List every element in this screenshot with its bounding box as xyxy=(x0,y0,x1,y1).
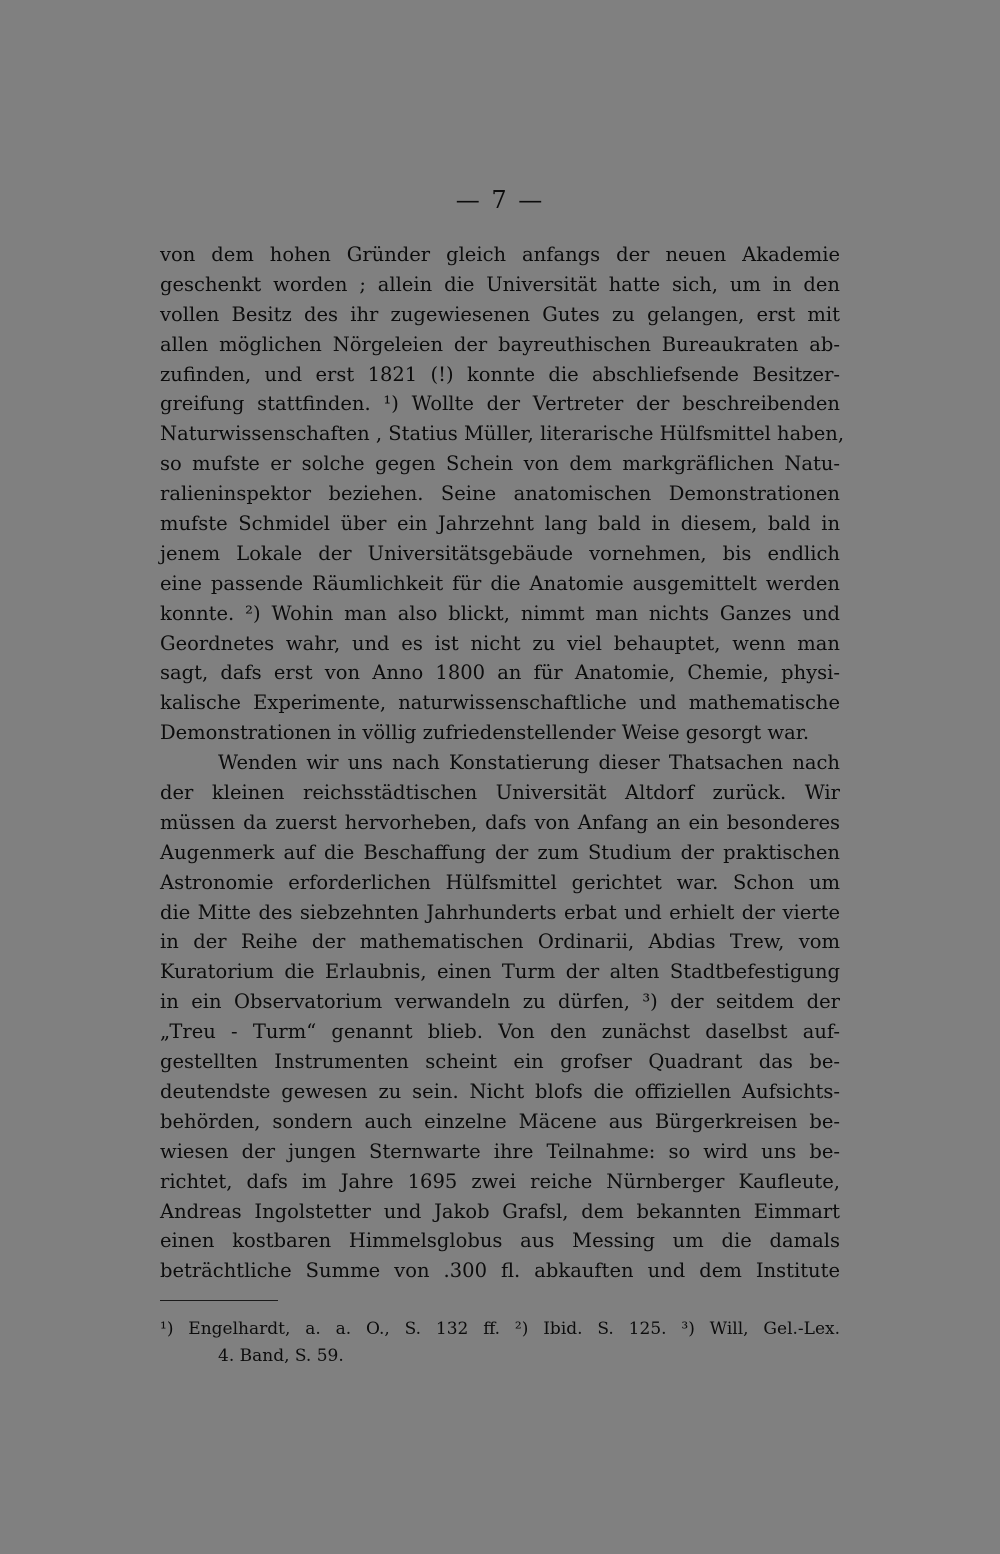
text-line: die Mitte des siebzehnten Jahrhunderts erbat und erhielt der vierte xyxy=(160,900,840,924)
text-line: einen kostbaren Himmelsglobus aus Messing um die damals xyxy=(160,1229,840,1253)
text-line: mufste Schmidel über ein Jahrzehnt lang bald in diesem, bald in xyxy=(160,512,840,536)
text-line: von dem hohen Gründer gleich anfangs der neuen Akademie xyxy=(160,243,840,266)
footnote-line: 4. Band, S. 59. xyxy=(218,1346,344,1366)
text-line: sagt, dafs erst von Anno 1800 an für Anatomie, Chemie, physi- xyxy=(160,661,840,685)
text-line: in der Reihe der mathematischen Ordinarii, Abdias Trew, vom xyxy=(160,930,840,954)
text-line: „Treu - Turm“ genannt blieb. Von den zunächst daselbst auf- xyxy=(160,1020,840,1044)
text-line: behörden, sondern auch einzelne Mäcene aus Bürgerkreisen be- xyxy=(160,1109,840,1133)
text-line: müssen da zuerst hervorheben, dafs von Anfang an ein besonderes xyxy=(160,810,840,834)
text-line: greifung stattfinden. ¹) Wollte der Vertreter der beschreibenden xyxy=(160,392,840,416)
text-line: geschenkt worden ; allein die Universität hatte sich, um in den xyxy=(160,272,840,296)
text-line: zufinden, und erst 1821 (!) konnte die abschliefsende Besitzer- xyxy=(160,362,840,386)
text-line: so mufste er solche gegen Schein von dem markgräflichen Natu- xyxy=(160,452,840,476)
text-line: richtet, dafs im Jahre 1695 zwei reiche Nürnberger Kaufleute, xyxy=(160,1169,840,1193)
text-line: allen möglichen Nörgeleien der bayreuthischen Bureaukraten ab- xyxy=(160,332,840,356)
text-line: Demonstrationen in völlig zufriedenstellender Weise gesorgt war. xyxy=(160,721,810,745)
text-line: Wenden wir uns nach Konstatierung dieser Thatsachen nach xyxy=(218,751,840,775)
text-line: Astronomie erforderlichen Hülfsmittel gerichtet war. Schon um xyxy=(160,870,840,894)
text-line: der kleinen reichsstädtischen Universität Altdorf zurück. Wir xyxy=(160,781,840,805)
text-line: in ein Observatorium verwandeln zu dürfen, ³) der seitdem der xyxy=(160,990,840,1014)
text-line: wiesen der jungen Sternwarte ihre Teilnahme: so wird uns be- xyxy=(160,1139,840,1163)
text-line: konnte. ²) Wohin man also blickt, nimmt man nichts Ganzes und xyxy=(160,601,840,625)
text-line: ralieninspektor beziehen. Seine anatomischen Demonstrationen xyxy=(160,482,840,506)
text-line: beträchtliche Summe von .300 fl. abkauften und dem Institute xyxy=(160,1259,840,1283)
footnote-divider xyxy=(160,1300,278,1301)
text-line: deutendste gewesen zu sein. Nicht blofs die offiziellen Aufsichts- xyxy=(160,1079,840,1103)
text-line: Naturwissenschaften , Statius Müller, literarische Hülfsmittel haben, xyxy=(160,422,845,446)
text-line: Andreas Ingolstetter und Jakob Grafsl, dem bekannten Eimmart xyxy=(160,1199,840,1223)
body-text xyxy=(160,240,845,1286)
text-line: vollen Besitz des ihr zugewiesenen Gutes zu gelangen, erst mit xyxy=(160,302,840,326)
text-line: jenem Lokale der Universitätsgebäude vornehmen, bis endlich xyxy=(160,541,840,565)
text-line: eine passende Räumlichkeit für die Anatomie ausgemittelt werden xyxy=(160,571,840,595)
footnotes xyxy=(160,1316,840,1370)
text-line: Augenmerk auf die Beschaffung der zum Studium der praktischen xyxy=(160,840,840,864)
footnote-line: ¹) Engelhardt, a. a. O., S. 132 ff. ²) Ibid. S. 125. ³) Will, Gel.-Lex. xyxy=(160,1319,840,1339)
text-line: kalische Experimente, naturwissenschaftliche und mathematische xyxy=(160,691,840,715)
page-number: — 7 — xyxy=(455,186,545,214)
text-line: Geordnetes wahr, und es ist nicht zu viel behauptet, wenn man xyxy=(160,631,840,655)
text-line: gestellten Instrumenten scheint ein grofser Quadrant das be- xyxy=(160,1050,840,1074)
text-line: Kuratorium die Erlaubnis, einen Turm der alten Stadtbefestigung xyxy=(160,960,840,984)
